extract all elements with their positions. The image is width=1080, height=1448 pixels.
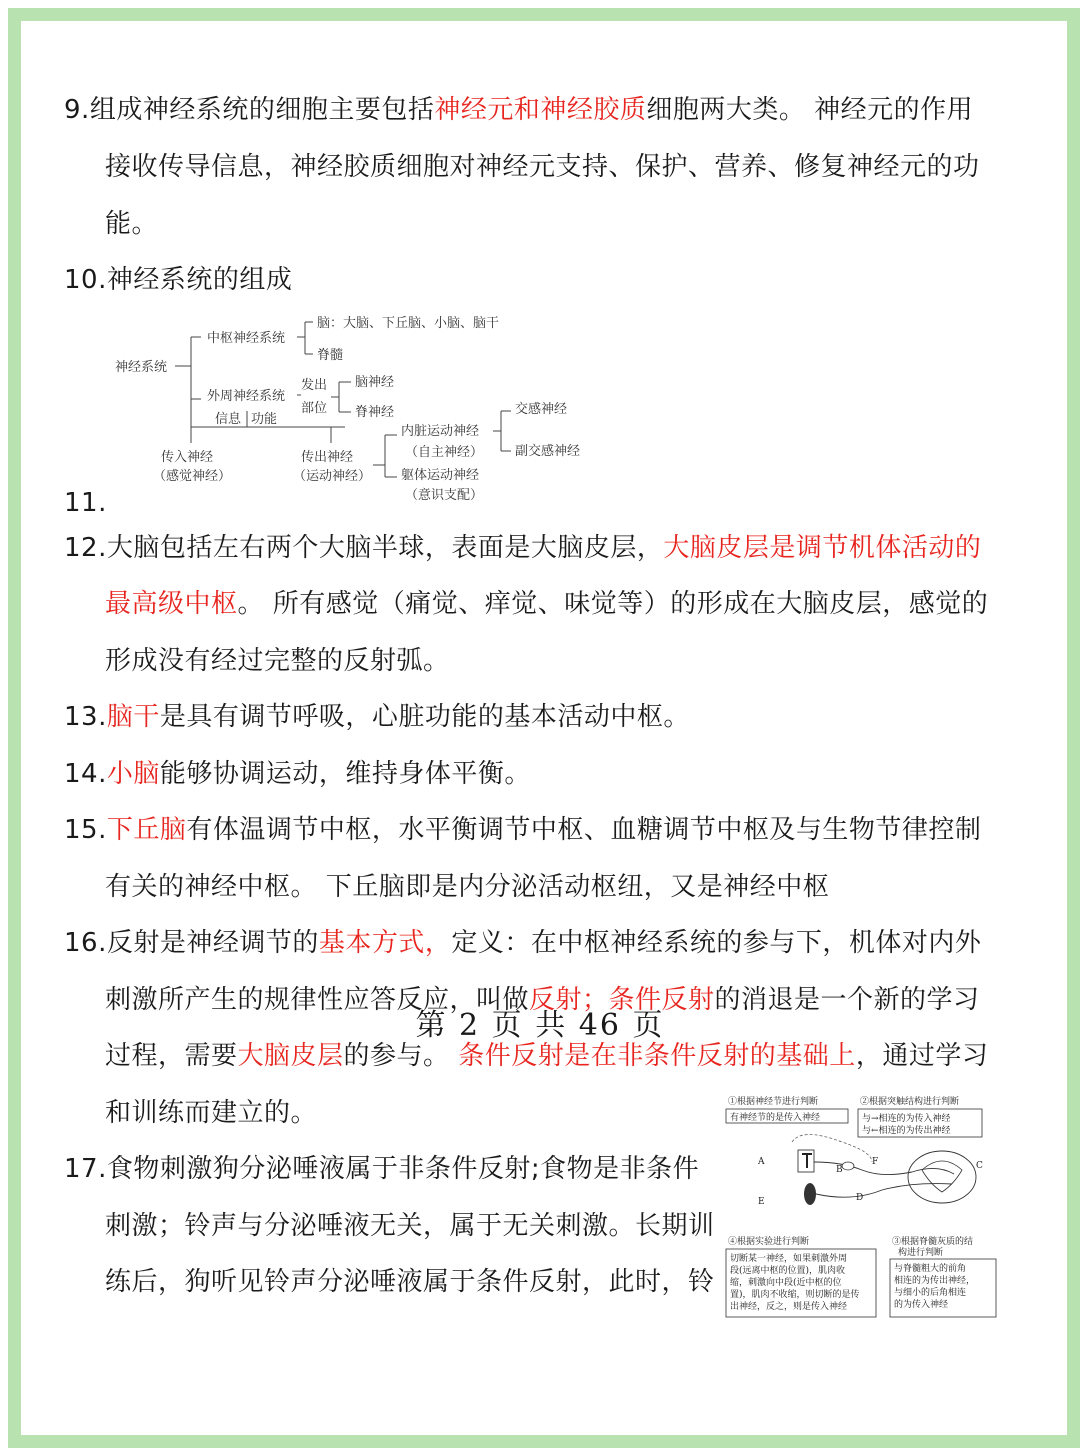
highlight: 最高级中枢: [105, 589, 238, 619]
effector-muscle: [804, 1183, 816, 1205]
item-number: 16.: [64, 928, 107, 958]
tree-efferent-alt: （运动神经）: [293, 469, 372, 484]
item-15-line-2: 有关的神经中枢。 下丘脑即是内分泌活动枢纽，又是神经中枢: [105, 872, 830, 902]
highlight: 基本方式，: [318, 928, 452, 958]
tree-by-origin-2: 部位: [301, 401, 328, 416]
label-d: D: [856, 1193, 864, 1203]
box3-title: ③根据脊髓灰质的结: [892, 1237, 974, 1247]
box4-line-3: 缩，刺激向中段(近中枢的位: [730, 1278, 842, 1288]
tree-visceral-alt: （自主神经）: [405, 445, 484, 460]
tree-spinal-cord: 脊髓: [317, 348, 344, 363]
box3-line-4: 的为传入神经: [894, 1300, 949, 1310]
tree-cns: 中枢神经系统: [207, 331, 286, 346]
item-9-line-3: 能。: [105, 209, 159, 239]
highlight: 下丘脑: [106, 815, 187, 845]
item-16-line-4: 和训练而建立的。: [105, 1098, 318, 1128]
box1-text: 有神经节的是传入神经: [730, 1113, 821, 1123]
afferent-path: [814, 1162, 954, 1175]
label-e: E: [758, 1197, 765, 1207]
highlight: 大脑皮层是调节机体活动的: [663, 533, 982, 563]
efferent-path: [816, 1184, 952, 1198]
nervous-system-diagram: [105, 305, 625, 510]
item-15-line-1: 15.下丘脑有体温调节中枢，水平衡调节中枢、血糖调节中枢及与生物节律控制: [64, 815, 982, 845]
highlight: 小脑: [106, 759, 160, 789]
gray-matter: [922, 1161, 962, 1192]
tree-by-function: 信息: [215, 412, 242, 427]
tree-pns: 外周神经系统: [207, 389, 286, 404]
tree-connector: [331, 382, 351, 412]
item-14: 14.小脑能够协调运动，维持身体平衡。: [64, 759, 531, 789]
box4-line-2: 段(远离中枢的位置)，肌肉收: [730, 1266, 846, 1276]
item-17-line-1: 17.食物刺激狗分泌唾液属于非条件反射;食物是非条件: [64, 1154, 700, 1184]
tree-afferent-alt: （感觉神经）: [153, 469, 232, 484]
tree-afferent: 传入神经: [161, 450, 214, 465]
spinal-cord: [908, 1151, 976, 1203]
tree-connector: [191, 427, 331, 443]
tree-brain: 脑：大脑、下丘脑、小脑、脑干: [317, 316, 500, 331]
box3-title-2: 构进行判断: [898, 1248, 944, 1258]
highlight: 脑干: [106, 702, 160, 732]
label-b: B: [836, 1165, 843, 1175]
item-17-line-2: 刺激；铃声与分泌唾液无关，属于无关刺激。长期训: [105, 1211, 715, 1241]
item-number: 12.: [64, 533, 107, 563]
item-17-line-3: 练后，狗听见铃声分泌唾液属于条件反射，此时，铃: [105, 1267, 715, 1297]
label-c: C: [976, 1161, 983, 1171]
tree-connector: [297, 322, 313, 354]
box2-line-2: 与←相连的为传出神经: [862, 1126, 951, 1136]
reflex-arc-figure: [722, 1092, 1012, 1322]
ganglion: [842, 1162, 854, 1170]
item-12-line-2: 最高级中枢。 所有感觉（痛觉、痒觉、味觉等）的形成在大脑皮层，感觉的: [105, 589, 989, 619]
box3-line-3: 与细小的后角相连: [894, 1288, 967, 1298]
label-a: A: [758, 1157, 765, 1167]
tree-connector: [373, 435, 397, 477]
tree-visceral: 内脏运动神经: [401, 424, 480, 439]
box1-title: ①根据神经节进行判断: [728, 1097, 819, 1107]
box4-line-1: 切断某一神经，如果刺激外周: [730, 1254, 848, 1264]
item-16-line-1: 16.反射是神经调节的基本方式，定义：在中枢神经系统的参与下，机体对内外: [64, 928, 982, 958]
tree-root: 神经系统: [115, 360, 168, 375]
tree-spinal-nerve: 脊神经: [355, 405, 395, 420]
item-number: 14.: [64, 759, 107, 789]
item-9-line-1: 9.组成神经系统的细胞主要包括神经元和神经胶质细胞两大类。 神经元的作用: [64, 95, 974, 125]
item-12-line-1: 12.大脑包括左右两个大脑半球，表面是大脑皮层，大脑皮层是调节机体活动的: [64, 533, 982, 563]
box4-line-5: 出神经，反之，则是传入神经: [730, 1302, 848, 1312]
highlight: 反射；条件反射: [529, 985, 715, 1015]
box4-title: ④根据实验进行判断: [728, 1237, 810, 1247]
tree-by-origin: 发出: [301, 378, 328, 393]
tree-brain-nerve: 脑神经: [355, 375, 395, 390]
item-11: [64, 486, 107, 520]
box3-line-2: 相连的为传出神经，: [894, 1276, 976, 1286]
box2-title: ②根据突触结构进行判断: [860, 1097, 960, 1107]
tree-parasympathetic: 副交感神经: [515, 444, 581, 459]
highlight: 神经元和神经胶质: [434, 95, 647, 125]
highlight: 大脑皮层: [237, 1041, 344, 1071]
tree-efferent: 传出神经: [301, 450, 354, 465]
tree-connector: [175, 337, 201, 399]
item-10: 10.神经系统的组成: [64, 265, 293, 295]
page-footer: 第 2 页 共 46 页: [415, 1008, 665, 1043]
item-12-line-3: 形成没有经过完整的反射弧。: [105, 646, 450, 676]
item-number: 10.: [64, 265, 107, 295]
item-16-line-3: 过程，需要大脑皮层的参与。 条件反射是在非条件反射的基础上，通过学习: [105, 1041, 989, 1071]
box4-line-4: 置)，肌肉不收缩，则切断的是传: [730, 1290, 860, 1300]
tree-sympathetic: 交感神经: [515, 402, 568, 417]
item-number: 11.: [64, 488, 107, 518]
label-f: F: [872, 1157, 879, 1167]
tree-by-function-2: 功能: [251, 412, 278, 427]
box3-line-1: 与脊髓粗大的前角: [894, 1264, 967, 1274]
tree-connector: [493, 411, 511, 451]
box2-line-1: 与→相连的为传入神经: [862, 1114, 951, 1124]
tree-somatic: 躯体运动神经: [401, 468, 480, 483]
tree-somatic-alt: （意识支配）: [405, 488, 484, 503]
item-13: 13.脑干是具有调节呼吸，心脏功能的基本活动中枢。: [64, 702, 690, 732]
item-number: 13.: [64, 702, 107, 732]
item-16-line-2: 刺激所产生的规律性应答反应，叫做反射；条件反射的消退是一个新的学习: [105, 985, 980, 1015]
item-number: 9.: [64, 95, 90, 125]
item-number: 15.: [64, 815, 107, 845]
item-number: 17.: [64, 1154, 107, 1184]
item-9-line-2: 接收传导信息，神经胶质细胞对神经元支持、保护、营养、修复神经元的功: [105, 152, 980, 182]
highlight: 条件反射是在非条件反射的基础上: [458, 1041, 856, 1071]
